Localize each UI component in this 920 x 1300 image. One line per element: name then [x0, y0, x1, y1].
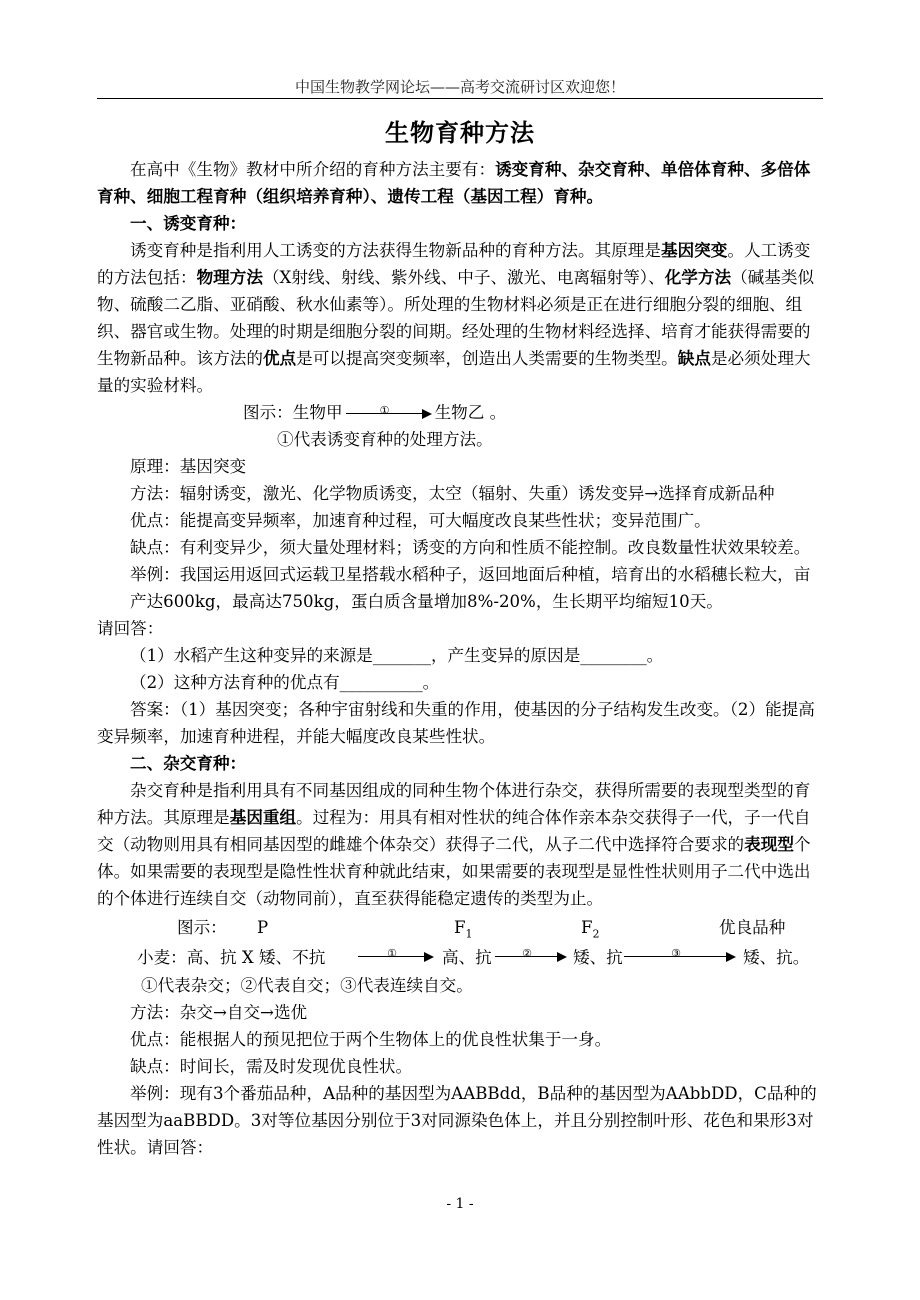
arrow-number: ②: [522, 947, 532, 960]
text-run: （X射线、射线、紫外线、中子、激光、电离辐射等）、: [262, 268, 665, 287]
principle-line: 原理：基因突变: [130, 457, 247, 476]
figure-label: 图示：: [177, 918, 227, 937]
section-1-heading-text: 一、诱变育种：: [130, 213, 247, 233]
bold-run: 优点: [262, 348, 297, 368]
intro-bold-text: 诱变育种、杂交育种、单倍体育种、多倍体育种、细胞工程育种（组织培养育种）、遗传工程（基因工程）育种。: [97, 159, 811, 206]
f-letter: F: [454, 918, 466, 937]
f-sub: 1: [465, 927, 473, 941]
wheat-f2: 矮、抗: [573, 948, 623, 967]
page-number: - 1 -: [446, 1196, 474, 1212]
wheat-best: 矮、抗。: [743, 948, 810, 967]
figure-end: 生物乙 。: [434, 403, 507, 422]
arrow-number: ①: [379, 403, 390, 417]
header-rule: [97, 98, 823, 99]
method-line: [97, 480, 825, 507]
arrow-icon: [495, 947, 567, 962]
f-letter: F: [581, 918, 593, 937]
wheat-row: [97, 944, 825, 972]
ask-line: 请回答：: [97, 619, 164, 638]
section-2-paragraph: [97, 777, 825, 912]
text-run: 诱变育种是指利用人工诱变的方法获得生物新品种的育种方法。其原理是: [130, 241, 661, 260]
example-line: 举例：现有3个番茄品种，A品种的基因型为AABBdd，B品种的基因型为AAbbDD，C品种的基因型为aaBBDD。3对等位基因分别位于3对同源染色体上，并且分别控制叶形、花色和果形3对性状。请回答：: [97, 1084, 817, 1157]
pros-line: 优点：能根据人的预见把位于两个生物体上的优良性状集于一身。: [130, 1030, 612, 1049]
question-1: （1）水稻产生这种变异的来源是_______，产生变异的原因是________。: [130, 646, 664, 665]
question-2: （2）这种方法育种的优点有__________。: [130, 673, 440, 692]
text-run: 是可以提高突变频率，创造出人类需要的生物类型。: [296, 349, 678, 368]
arrow-number: ①: [387, 947, 397, 960]
document-title: 生物育种方法: [385, 118, 535, 147]
text-run: （碱基类似物、硫酸二乙脂、亚硝酸、秋水仙素等）。所处理的生物材料必须是正在进行细胞分裂的细胞、组织、器官或生物。处理的时期是细胞分裂的间期。经处理的生物材料经选择、培育才能获得需要的生物新品种。该方法的: [97, 268, 815, 368]
figure-label: 图示：生物甲: [243, 403, 343, 422]
best-variety-label: 优良品种: [719, 918, 786, 937]
wheat-parents: 小麦：高、抗 X 矮、不抗: [137, 948, 326, 967]
text-run: 个体。如果需要的表现型是隐性性状育种就此结束，如果需要的表现型是显性性状则用子二代中选出的个体进行连续自交（动物同前），直至获得能稳定遗传的类型为止。: [97, 835, 811, 908]
f-sub: 2: [592, 927, 600, 941]
figure-note: ①代表杂交；②代表自交；③代表连续自交。: [141, 976, 473, 995]
arrow-icon: [346, 403, 432, 419]
bold-run: 物理方法: [196, 267, 263, 287]
bold-run: 基因突变: [661, 240, 728, 260]
section-1-heading: [97, 210, 825, 237]
figure-note: ①代表诱变育种的处理方法。: [277, 430, 493, 449]
generation-f2: [581, 914, 600, 947]
generation-f1: [454, 914, 473, 947]
section-2-heading-text: 二、杂交育种：: [130, 753, 247, 773]
wheat-f1: 高、抗: [442, 948, 492, 967]
cons-line: 缺点：时间长，需及时发现优良性状。: [130, 1057, 413, 1076]
bold-run: 化学方法: [664, 267, 732, 287]
generation-p: P: [257, 918, 269, 937]
example-line: 举例：我国运用返回式运载卫星搭载水稻种子，返回地面后种植，培育出的水稻穗长粒大，亩产达600kg，最高达750kg，蛋白质含量增加8%-20%，生长期平均缩短10天。: [130, 565, 811, 611]
answer-line: 答案：（1）基因突变；各种宇宙射线和失重的作用，使基因的分子结构发生改变。（2）能提高变异频率，加速育种进程，并能大幅度改良某些性状。: [97, 700, 815, 746]
text-run: 。人工诱变的方法包括：: [97, 241, 811, 287]
section-1-paragraph: [97, 237, 825, 399]
document-body: [97, 156, 825, 1161]
mutation-figure: [97, 399, 825, 426]
method-text: 方法：辐射诱变，激光、化学物质诱变，太空（辐射、失重）诱发变异→选择育成新品种: [130, 484, 775, 503]
arrow-number: ③: [671, 947, 681, 960]
text-run: 是必须处理大量的实验材料。: [97, 349, 811, 395]
pros-line: 优点：能提高变异频率，加速育种过程，可大幅度改良某些性状；变异范围广。: [130, 511, 711, 530]
bold-run: 缺点: [677, 348, 711, 368]
page-header: 中国生物教学网论坛——高考交流研讨区欢迎您！: [294, 78, 625, 96]
intro-text: 在高中《生物》教材中所介绍的育种方法主要有：: [130, 160, 496, 179]
method-line: 方法：杂交→自交→选优: [130, 1003, 308, 1022]
arrow-icon: [624, 947, 736, 962]
text-run: 。过程为：用具有相对性状的纯合体作亲本杂交获得子一代，子一代自交（动物则用具有相同基因型的雌雄个体杂交）获得子二代，从子二代中选择符合要求的: [97, 808, 811, 854]
bold-run: 表现型: [744, 834, 794, 854]
text-run: 杂交育种是指利用具有不同基因组成的同种生物个体进行杂交，获得所需要的表现型类型的育种方法。其原理是: [97, 781, 811, 827]
bold-run: 基因重组: [229, 807, 297, 827]
arrow-icon: [358, 947, 434, 962]
cons-line: 缺点：有利变异少，须大量处理材料；诱变的方向和性质不能控制。改良数量性状效果较差。: [130, 538, 811, 557]
section-2-heading: [97, 750, 825, 777]
intro-paragraph: [97, 156, 825, 210]
